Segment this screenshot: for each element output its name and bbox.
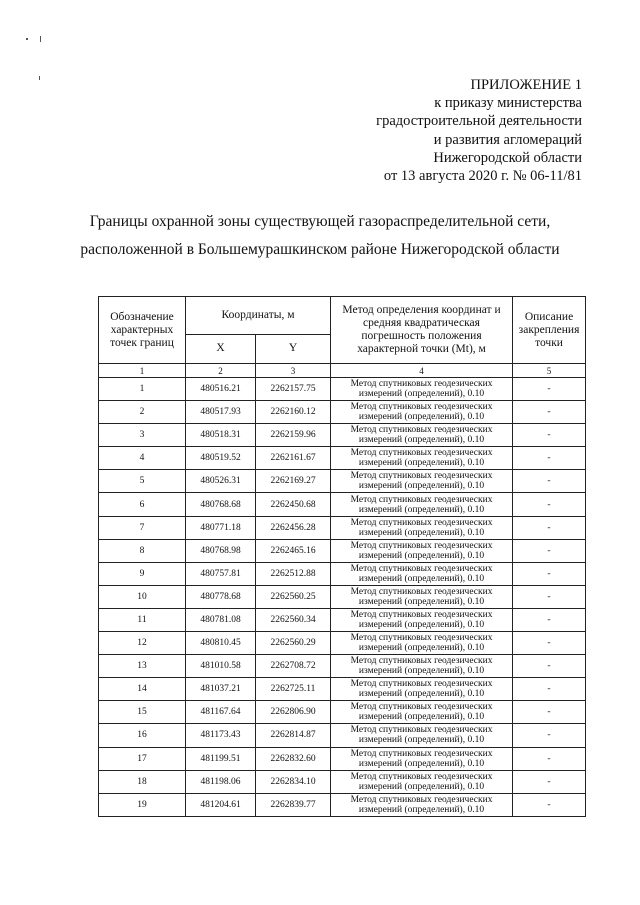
table-row <box>99 678 586 701</box>
x-cell: 480516.21 <box>186 378 256 401</box>
y-cell: 2262560.25 <box>256 585 331 608</box>
point-cell: 6 <box>99 493 186 516</box>
table-row <box>99 608 586 631</box>
table-row <box>99 585 586 608</box>
method-cell: Метод спутниковых геодезических измерений (определений), 0.10 <box>331 655 513 678</box>
method-cell: Метод спутниковых геодезических измерений (определений), 0.10 <box>331 770 513 793</box>
column-number: 2 <box>186 364 256 378</box>
point-cell: 1 <box>99 378 186 401</box>
y-cell: 2262708.72 <box>256 655 331 678</box>
description-cell: - <box>513 632 586 655</box>
method-cell: Метод спутниковых геодезических измерений (определений), 0.10 <box>331 539 513 562</box>
x-cell: 481204.61 <box>186 793 256 816</box>
point-cell: 3 <box>99 424 186 447</box>
coordinates-table <box>98 296 586 817</box>
header-method: Метод определения координат и средняя квадратическая погрешность положения характерной точки (Mt), м <box>331 297 513 364</box>
description-cell: - <box>513 747 586 770</box>
description-cell: - <box>513 539 586 562</box>
x-cell: 480526.31 <box>186 470 256 493</box>
column-number: 5 <box>513 364 586 378</box>
y-cell: 2262560.29 <box>256 632 331 655</box>
point-cell: 18 <box>99 770 186 793</box>
appendix-line: Нижегородской области <box>433 149 582 166</box>
header-coordinates: Координаты, м <box>186 297 331 335</box>
appendix-line: градостроительной деятельности <box>376 113 582 130</box>
table-row <box>99 516 586 539</box>
scan-mark <box>26 38 28 40</box>
point-cell: 4 <box>99 447 186 470</box>
x-cell: 480517.93 <box>186 401 256 424</box>
description-cell: - <box>513 562 586 585</box>
method-cell: Метод спутниковых геодезических измерений (определений), 0.10 <box>331 678 513 701</box>
method-cell: Метод спутниковых геодезических измерений (определений), 0.10 <box>331 724 513 747</box>
table-row <box>99 539 586 562</box>
x-cell: 480768.68 <box>186 493 256 516</box>
method-cell: Метод спутниковых геодезических измерений (определений), 0.10 <box>331 747 513 770</box>
y-cell: 2262512.88 <box>256 562 331 585</box>
method-cell: Метод спутниковых геодезических измерений (определений), 0.10 <box>331 447 513 470</box>
header-point: Обозначение характерных точек границ <box>99 297 186 364</box>
scan-mark <box>40 36 41 42</box>
x-cell: 481199.51 <box>186 747 256 770</box>
description-cell: - <box>513 770 586 793</box>
y-cell: 2262465.16 <box>256 539 331 562</box>
y-cell: 2262456.28 <box>256 516 331 539</box>
description-cell: - <box>513 447 586 470</box>
method-cell: Метод спутниковых геодезических измерений (определений), 0.10 <box>331 701 513 724</box>
table-row <box>99 793 586 816</box>
header-y: Y <box>256 334 331 363</box>
method-cell: Метод спутниковых геодезических измерений (определений), 0.10 <box>331 424 513 447</box>
x-cell: 481010.58 <box>186 655 256 678</box>
y-cell: 2262560.34 <box>256 608 331 631</box>
point-cell: 9 <box>99 562 186 585</box>
table-row <box>99 632 586 655</box>
y-cell: 2262450.68 <box>256 493 331 516</box>
description-cell: - <box>513 793 586 816</box>
table-row <box>99 447 586 470</box>
table-row <box>99 470 586 493</box>
point-cell: 8 <box>99 539 186 562</box>
description-cell: - <box>513 424 586 447</box>
y-cell: 2262161.67 <box>256 447 331 470</box>
table-row <box>99 378 586 401</box>
description-cell: - <box>513 493 586 516</box>
point-cell: 12 <box>99 632 186 655</box>
table-row <box>99 401 586 424</box>
method-cell: Метод спутниковых геодезических измерений (определений), 0.10 <box>331 632 513 655</box>
x-cell: 480757.81 <box>186 562 256 585</box>
x-cell: 481037.21 <box>186 678 256 701</box>
table-row <box>99 493 586 516</box>
description-cell: - <box>513 516 586 539</box>
description-cell: - <box>513 378 586 401</box>
point-cell: 7 <box>99 516 186 539</box>
x-cell: 480518.31 <box>186 424 256 447</box>
table-row <box>99 562 586 585</box>
header-x: X <box>186 334 256 363</box>
x-cell: 480771.18 <box>186 516 256 539</box>
table-row <box>99 701 586 724</box>
method-cell: Метод спутниковых геодезических измерений (определений), 0.10 <box>331 585 513 608</box>
point-cell: 16 <box>99 724 186 747</box>
point-cell: 11 <box>99 608 186 631</box>
description-cell: - <box>513 724 586 747</box>
header-description: Описание закрепления точки <box>513 297 586 364</box>
table-row <box>99 747 586 770</box>
method-cell: Метод спутниковых геодезических измерений (определений), 0.10 <box>331 378 513 401</box>
method-cell: Метод спутниковых геодезических измерений (определений), 0.10 <box>331 793 513 816</box>
x-cell: 480778.68 <box>186 585 256 608</box>
point-cell: 19 <box>99 793 186 816</box>
appendix-title: ПРИЛОЖЕНИЕ 1 <box>470 77 582 93</box>
method-cell: Метод спутниковых геодезических измерений (определений), 0.10 <box>331 470 513 493</box>
appendix-line: к приказу министерства <box>434 95 582 112</box>
y-cell: 2262839.77 <box>256 793 331 816</box>
description-cell: - <box>513 655 586 678</box>
column-number: 4 <box>331 364 513 378</box>
point-cell: 13 <box>99 655 186 678</box>
description-cell: - <box>513 585 586 608</box>
y-cell: 2262160.12 <box>256 401 331 424</box>
x-cell: 481198.06 <box>186 770 256 793</box>
x-cell: 481173.43 <box>186 724 256 747</box>
point-cell: 14 <box>99 678 186 701</box>
x-cell: 480810.45 <box>186 632 256 655</box>
method-cell: Метод спутниковых геодезических измерений (определений), 0.10 <box>331 493 513 516</box>
appendix-order-date: от 13 августа 2020 г. № 06-11/81 <box>383 168 582 185</box>
point-cell: 10 <box>99 585 186 608</box>
point-cell: 2 <box>99 401 186 424</box>
document-title <box>0 208 640 264</box>
table-row <box>99 724 586 747</box>
table-row <box>99 424 586 447</box>
document-title-line: расположенной в Большемурашкинском районе Нижегородской области <box>80 241 560 258</box>
table-row <box>99 655 586 678</box>
point-cell: 15 <box>99 701 186 724</box>
y-cell: 2262832.60 <box>256 747 331 770</box>
description-cell: - <box>513 608 586 631</box>
scan-mark <box>39 76 40 80</box>
method-cell: Метод спутниковых геодезических измерений (определений), 0.10 <box>331 516 513 539</box>
y-cell: 2262157.75 <box>256 378 331 401</box>
point-cell: 5 <box>99 470 186 493</box>
y-cell: 2262834.10 <box>256 770 331 793</box>
document-title-line: Границы охранной зоны существующей газораспределительной сети, <box>89 213 551 230</box>
description-cell: - <box>513 701 586 724</box>
x-cell: 480781.08 <box>186 608 256 631</box>
y-cell: 2262169.27 <box>256 470 331 493</box>
y-cell: 2262814.87 <box>256 724 331 747</box>
x-cell: 481167.64 <box>186 701 256 724</box>
column-number: 1 <box>99 364 186 378</box>
y-cell: 2262806.90 <box>256 701 331 724</box>
x-cell: 480519.52 <box>186 447 256 470</box>
description-cell: - <box>513 470 586 493</box>
y-cell: 2262159.96 <box>256 424 331 447</box>
method-cell: Метод спутниковых геодезических измерений (определений), 0.10 <box>331 401 513 424</box>
description-cell: - <box>513 678 586 701</box>
appendix-header <box>376 76 582 185</box>
method-cell: Метод спутниковых геодезических измерений (определений), 0.10 <box>331 608 513 631</box>
x-cell: 480768.98 <box>186 539 256 562</box>
column-number: 3 <box>256 364 331 378</box>
appendix-line: и развития агломераций <box>433 131 582 148</box>
y-cell: 2262725.11 <box>256 678 331 701</box>
description-cell: - <box>513 401 586 424</box>
point-cell: 17 <box>99 747 186 770</box>
table-row <box>99 770 586 793</box>
method-cell: Метод спутниковых геодезических измерений (определений), 0.10 <box>331 562 513 585</box>
